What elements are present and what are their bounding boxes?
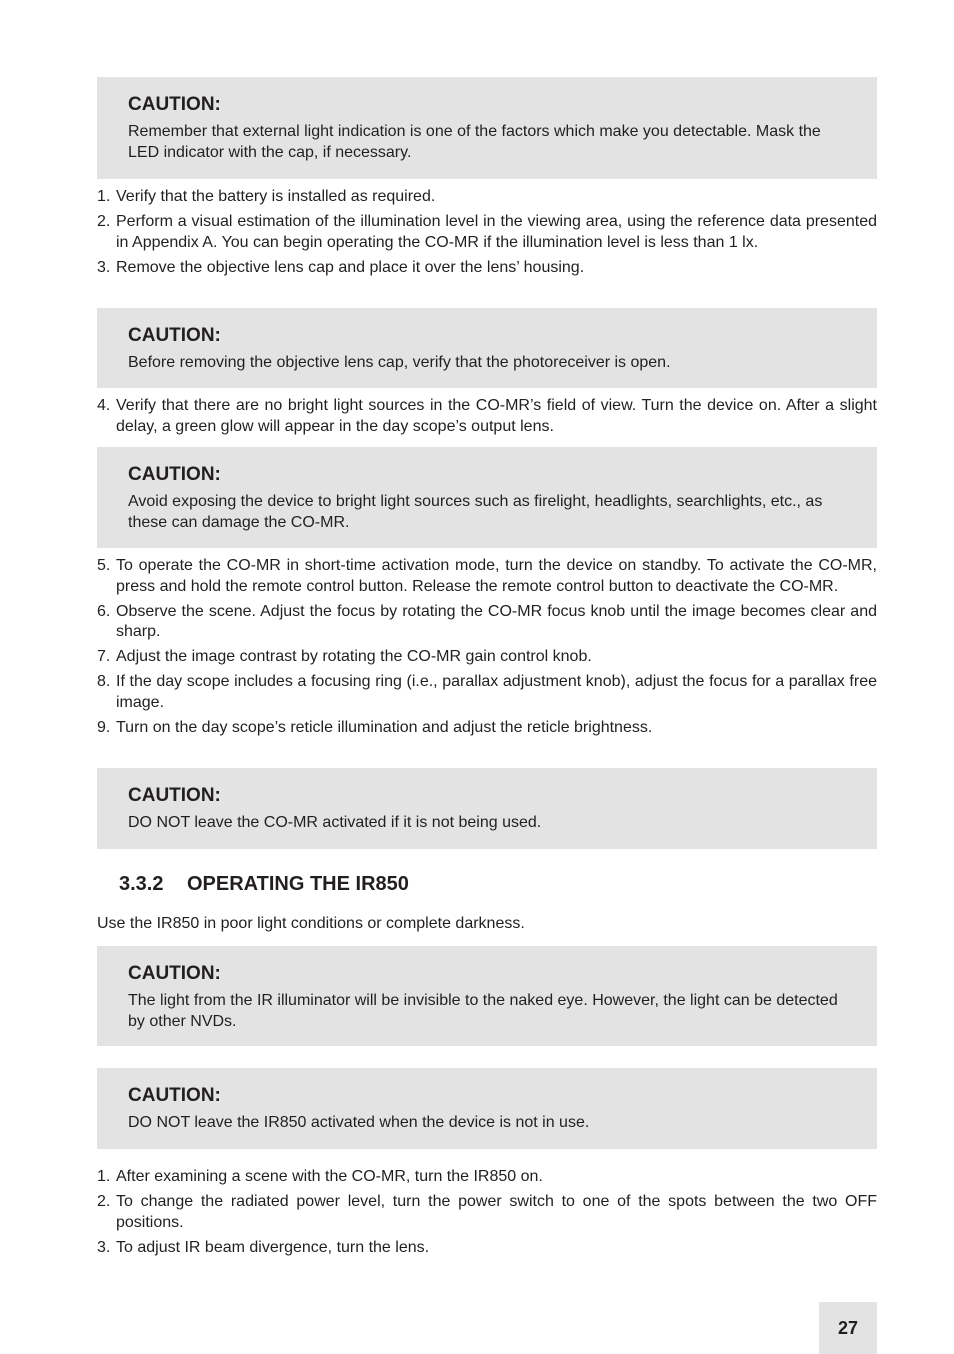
- section-heading: [119, 872, 409, 896]
- steps-list-a: [97, 187, 877, 283]
- caution-text: The light from the IR illuminator will be invisible to the naked eye. However, the light can be detected by other NVDs.: [128, 992, 838, 1030]
- caution-box-bright-light: [97, 447, 877, 548]
- page-number: 27: [819, 1302, 877, 1354]
- list-item-text: To operate the CO-MR in short-time activation mode, turn the device on standby. To activate the CO-MR, press and hold the remote control button. Release the remote control button to deactivate the CO-MR.: [116, 557, 877, 595]
- caution-title: CAUTION:: [128, 464, 221, 485]
- list-item: [97, 258, 877, 279]
- list-item: [97, 556, 877, 597]
- list-item-number: 8.: [97, 673, 111, 690]
- list-item-number: 7.: [97, 648, 111, 665]
- caution-box-ir850-activated: [97, 1068, 877, 1149]
- caution-title: CAUTION:: [128, 785, 221, 806]
- list-item-text: Remove the objective lens cap and place it over the lens’ housing.: [116, 258, 585, 276]
- list-item-text: If the day scope includes a focusing ring (i.e., parallax adjustment knob), adjust the focus for a parallax free image.: [116, 673, 877, 711]
- list-item-text: To change the radiated power level, turn the power switch to one of the spots between the two OFF positions.: [116, 1193, 877, 1231]
- caution-box-led: [97, 77, 877, 179]
- list-item: [97, 647, 877, 668]
- caution-text: DO NOT leave the IR850 activated when the device is not in use.: [128, 1114, 590, 1131]
- caution-title: CAUTION:: [128, 1085, 221, 1106]
- list-item-number: 2.: [97, 213, 111, 230]
- caution-title: CAUTION:: [128, 325, 221, 346]
- list-item-text: Perform a visual estimation of the illumination level in the viewing area, using the reference data presented in Appendix A. You can begin operating the CO-MR if the illumination level is less than 1 lx.: [116, 213, 877, 251]
- list-item-number: 6.: [97, 602, 111, 620]
- list-item: [97, 1238, 877, 1259]
- steps-list-b: [97, 396, 877, 442]
- caution-title: CAUTION:: [128, 963, 221, 984]
- caution-text: Before removing the objective lens cap, verify that the photoreceiver is open.: [128, 354, 671, 371]
- caution-text: Remember that external light indication is one of the factors which make you detectable. Mask the LED indicator with the cap, if necessary.: [128, 123, 821, 161]
- list-item-text: Verify that there are no bright light sources in the CO-MR’s field of view. Turn the device on. After a slight delay, a green glow will appear in the day scope’s output lens.: [116, 397, 877, 435]
- list-item-text: Observe the scene. Adjust the focus by rotating the CO-MR focus knob until the image becomes clear and sharp.: [116, 602, 877, 640]
- list-item-number: 1.: [97, 188, 111, 205]
- list-item: [97, 1192, 877, 1233]
- list-item-number: 2.: [97, 1193, 111, 1210]
- section-title: OPERATING THE IR850: [187, 873, 409, 895]
- list-item: [97, 212, 877, 253]
- list-item: [97, 1167, 877, 1188]
- list-item-number: 1.: [97, 1168, 111, 1185]
- caution-box-comr-activated: [97, 768, 877, 849]
- list-item-number: 3.: [97, 258, 111, 276]
- list-item-text: To adjust IR beam divergence, turn the lens.: [116, 1238, 430, 1256]
- list-item: [97, 187, 877, 208]
- steps-list-c: [97, 556, 877, 743]
- list-item-number: 3.: [97, 1238, 111, 1256]
- list-item-number: 9.: [97, 718, 111, 736]
- caution-box-ir-visibility: [97, 946, 877, 1046]
- list-item: [97, 672, 877, 713]
- caution-title: CAUTION:: [128, 94, 221, 115]
- list-item-text: Turn on the day scope’s reticle illumination and adjust the reticle brightness.: [116, 718, 653, 736]
- list-item: [97, 718, 877, 739]
- caution-text: Avoid exposing the device to bright light sources such as firelight, headlights, searchlights, etc., as these can damage the CO-MR.: [128, 493, 823, 531]
- list-item-text: Adjust the image contrast by rotating the CO-MR gain control knob.: [116, 648, 592, 665]
- section-number: 3.3.2: [119, 873, 164, 895]
- steps-list-ir850: [97, 1167, 877, 1263]
- list-item-number: 5.: [97, 557, 111, 574]
- list-item-text: Verify that the battery is installed as required.: [116, 188, 436, 205]
- section-intro: Use the IR850 in poor light conditions or complete darkness.: [97, 915, 525, 932]
- list-item: [97, 396, 877, 437]
- list-item-text: After examining a scene with the CO-MR, turn the IR850 on.: [116, 1168, 543, 1185]
- caution-text: DO NOT leave the CO-MR activated if it is not being used.: [128, 814, 542, 831]
- list-item: [97, 602, 877, 643]
- list-item-number: 4.: [97, 397, 111, 414]
- caution-box-lens-cap: [97, 308, 877, 388]
